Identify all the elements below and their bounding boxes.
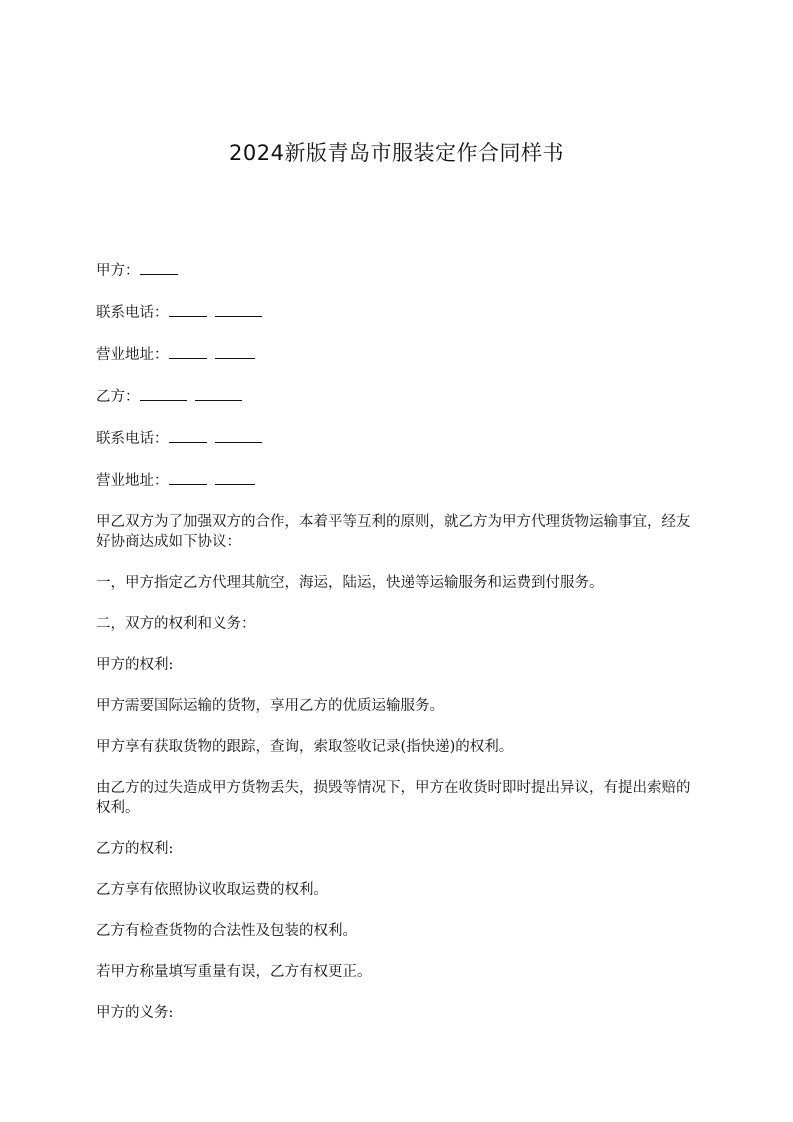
paragraph-party-a-right-1: 甲方需要国际运输的货物，享用乙方的优质运输服务。 [96, 698, 444, 714]
paragraph-party-a-rights-heading: 甲方的权利: [96, 657, 174, 673]
party-b-address-line [96, 470, 696, 491]
party-a-blank[interactable] [140, 260, 178, 275]
paragraph-party-b-right-3: 若甲方称量填写重量有误，乙方有权更正。 [96, 964, 372, 980]
party-b-label: 乙方： [96, 389, 140, 405]
document-body [96, 260, 696, 1044]
party-b-phone-blank-1[interactable] [169, 428, 207, 443]
party-b-address-blank-2[interactable] [215, 470, 255, 485]
paragraph-clause-2: 二，双方的权利和义务： [96, 616, 256, 632]
party-b-address-label: 营业地址： [96, 473, 169, 489]
party-b-blank-1[interactable] [140, 386, 187, 401]
paragraph-party-a-duties-heading: 甲方的义务: [96, 1005, 174, 1021]
party-a-phone-label: 联系电话： [96, 305, 169, 321]
party-b-line [96, 386, 696, 407]
party-a-line [96, 260, 696, 281]
party-b-phone-label: 联系电话： [96, 431, 169, 447]
paragraph-party-b-right-1: 乙方享有依照协议收取运费的权利。 [96, 882, 328, 898]
paragraph-party-a-right-3: 由乙方的过失造成甲方货物丢失，损毁等情况下，甲方在收货时即时提出异议，有提出索赔的权利。 [96, 780, 691, 816]
paragraph-party-b-rights-heading: 乙方的权利: [96, 841, 174, 857]
party-a-label: 甲方： [96, 263, 140, 279]
paragraph-party-a-right-2: 甲方享有获取货物的跟踪，查询，索取签收记录(指快递)的权利。 [96, 739, 514, 755]
party-b-blank-2[interactable] [195, 386, 242, 401]
party-b-address-blank-1[interactable] [169, 470, 207, 485]
paragraph-clause-1: 一，甲方指定乙方代理其航空，海运，陆运，快递等运输服务和运费到付服务。 [96, 575, 604, 591]
party-a-phone-blank-2[interactable] [215, 302, 262, 317]
party-a-phone-blank-1[interactable] [169, 302, 207, 317]
document-title: 2024新版青岛市服装定作合同样书 [229, 141, 564, 165]
paragraph-intro: 甲乙双方为了加强双方的合作，本着平等互利的原则，就乙方为甲方代理货物运输事宜，经友好协商达成如下协议： [96, 514, 691, 550]
party-a-address-label: 营业地址： [96, 347, 169, 363]
party-b-phone-line [96, 428, 696, 449]
party-a-phone-line [96, 302, 696, 323]
party-a-address-blank-1[interactable] [169, 344, 207, 359]
paragraph-party-b-right-2: 乙方有检查货物的合法性及包装的权利。 [96, 923, 357, 939]
party-a-address-line [96, 344, 696, 365]
party-b-phone-blank-2[interactable] [215, 428, 262, 443]
party-a-address-blank-2[interactable] [215, 344, 255, 359]
